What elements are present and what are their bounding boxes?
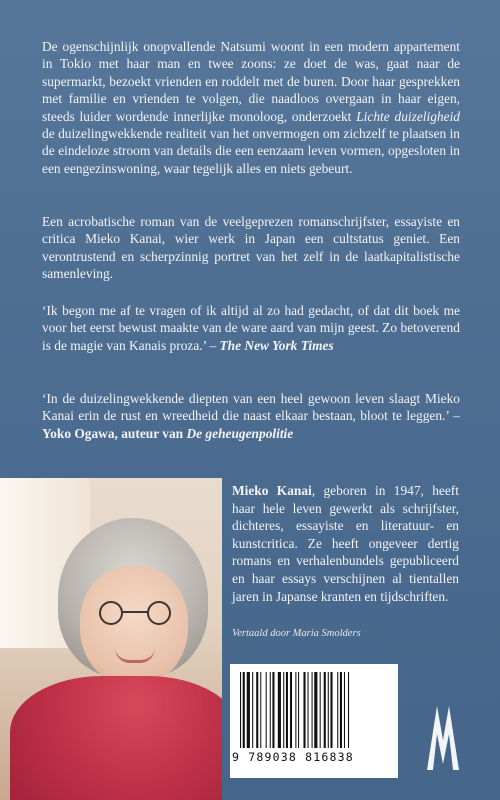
barcode-digits: 9 789038 816838	[232, 750, 354, 764]
quote-1-text: ‘Ik begon me af te vragen of ik altijd al zo had gedacht, of dat dit boek me voor het eerst bewust maakte van de ware aard van mijn geest. Zo betoverend is de magie van Kanais proza.’ –	[42, 303, 460, 353]
author-bio	[232, 482, 459, 605]
blurb-text-part-2: de duizelingwekkende realiteit van het onvermogen om zichzelf te plaatsen in de eindeloze stroom van details die een eenzaam leven vormen, opgesloten in een eengezinswoning, waar tegelijk alles en niets gebeurt.	[42, 126, 460, 176]
quote-1-source: The New York Times	[219, 337, 334, 353]
photo-face	[80, 566, 188, 686]
photo-scarf	[10, 676, 222, 800]
quote-2-text: ‘In de duizelingwekkende diepten van een heel gewoon leven slaagt Mieko Kanai erin de rust en wreedheid die naast elkaar bestaan, bloot te leggen.’ –	[42, 391, 460, 424]
blurb-text-part-1: De ogenschijnlijk onopvallende Natsumi woont in een modern appartement in Tokio met haar man en twee zoons: ze doet de was, gaat naar de supermarkt, bezoekt vrienden en roddelt met de buren. Door haar gesprekken met familie en vrienden te volgen, die naadloos overgaan in haar eigen, steeds luider wordende innerlijke monoloog, onderzoekt	[42, 39, 460, 124]
book-title-inline: Lichte duizeligheid	[356, 108, 460, 124]
author-bio-text: , geboren in 1947, heeft haar hele leven gewerkt als schrijfster, dichteres, essayiste en literatuur- en kunstcritica. Ze heeft ongeveer dertig romans en verhalenbundels gepubliceerd en haar essays verschijnen al tientallen jaren in Japanse kranten en tijdschriften.	[232, 483, 459, 604]
review-quote-1	[42, 302, 460, 354]
author-photo	[0, 478, 222, 800]
isbn-barcode	[230, 664, 398, 778]
review-quote-2	[42, 390, 460, 442]
translator-credit: Vertaald door Maria Smolders	[232, 628, 361, 639]
blurb-paragraph-2: Een acrobatische roman van de veelgeprezen romanschrijfster, essayiste en critica Mieko Kanai, wier werk in Japan een cultstatus geniet. Een verontrustend en scherpzinnig portret van het zelf in de laatkapitalistische samenleving.	[42, 214, 460, 282]
quote-2-source-author: Yoko Ogawa, auteur van	[42, 425, 187, 441]
author-name: Mieko Kanai	[232, 483, 312, 498]
barcode-bars	[240, 672, 388, 750]
quote-2-source-title: De geheugenpolitie	[186, 425, 294, 441]
glasses-icon	[86, 600, 186, 626]
blurb-paragraph-1	[42, 38, 460, 177]
publisher-logo-icon	[423, 700, 463, 772]
